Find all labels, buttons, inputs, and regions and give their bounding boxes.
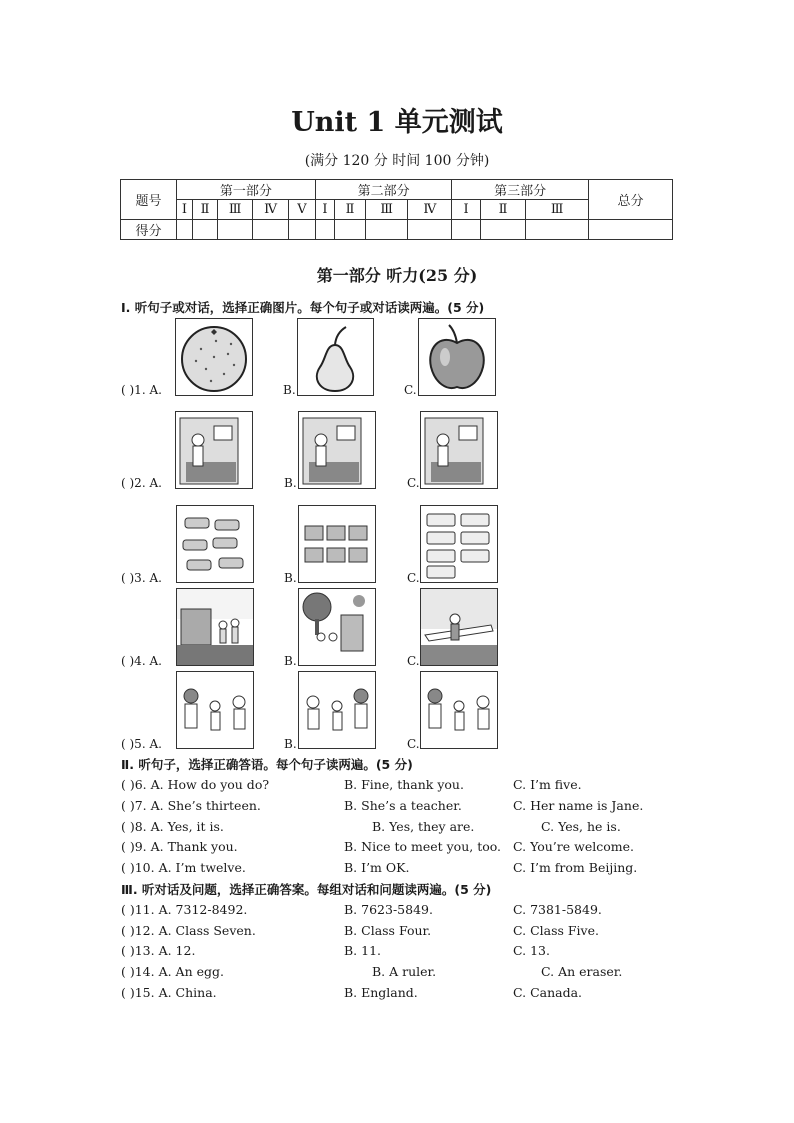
q13-option-b: B. 11. [344, 943, 382, 958]
score-cell [218, 220, 253, 240]
score-col: Ⅱ [480, 200, 526, 220]
q1-label: ( )1. A. [121, 383, 162, 397]
question-row [121, 839, 681, 857]
score-cell [177, 220, 193, 240]
score-cell [526, 220, 589, 240]
q3-label: ( )3. A. [121, 571, 162, 585]
score-table-part2: 第二部分 [315, 180, 452, 200]
score-cell [289, 220, 316, 240]
score-table-tihao: 题号 [121, 180, 177, 220]
introduction-c-picture[interactable] [420, 671, 498, 749]
q9-option-b: B. Nice to meet you, too. [344, 839, 502, 854]
score-col: Ⅲ [526, 200, 589, 220]
q6-option-a: ( )6. A. How do you do? [121, 777, 270, 792]
q13-option-c: C. 13. [513, 943, 550, 958]
q8-option-a: ( )8. A. Yes, it is. [121, 819, 224, 834]
orange-picture[interactable] [175, 318, 253, 396]
q2-c-label: C. [407, 476, 420, 490]
score-cell [589, 220, 673, 240]
question-row [121, 798, 681, 816]
score-cell [365, 220, 407, 240]
q6-option-b: B. Fine, thank you. [344, 777, 464, 792]
q8-option-c: C. Yes, he is. [541, 819, 621, 834]
q3-c-label: C. [407, 571, 420, 585]
q13-option-a: ( )13. A. 12. [121, 943, 196, 958]
q10-option-b: B. I’m OK. [344, 860, 410, 875]
score-cell [452, 220, 480, 240]
q7-option-c: C. Her name is Jane. [513, 798, 644, 813]
part-one-title: 第一部分 听力(25 分) [316, 266, 478, 285]
score-cell [335, 220, 366, 240]
classroom-seven-picture[interactable] [175, 411, 253, 489]
score-col: Ⅱ [192, 200, 217, 220]
question-row [121, 819, 681, 837]
q1-c-label: C. [404, 383, 417, 397]
score-cell [315, 220, 334, 240]
page-subtitle: (满分 120 分 时间 100 分钟) [304, 153, 490, 169]
q10-option-c: C. I’m from Beijing. [513, 860, 638, 875]
q1-b-label: B. [283, 383, 296, 397]
score-col: Ⅱ [335, 200, 366, 220]
pear-picture[interactable] [297, 318, 374, 396]
question-row [121, 902, 681, 920]
introduction-a-picture[interactable] [176, 671, 254, 749]
cars-picture[interactable] [176, 505, 254, 583]
q8-option-b: B. Yes, they are. [372, 819, 475, 834]
apple-picture[interactable] [418, 318, 496, 396]
park-meeting-picture[interactable] [298, 588, 376, 666]
airport-meeting-picture[interactable] [420, 588, 498, 666]
question-row [121, 923, 681, 941]
section-1-heading: Ⅰ. 听句子或对话，选择正确图片。每个句子或对话读两遍。(5 分) [121, 300, 485, 315]
q11-option-a: ( )11. A. 7312-8492. [121, 902, 248, 917]
score-col: Ⅲ [365, 200, 407, 220]
score-cell [192, 220, 217, 240]
score-table-defen: 得分 [121, 220, 177, 240]
street-meeting-picture[interactable] [176, 588, 254, 666]
q11-option-b: B. 7623-5849. [344, 902, 433, 917]
q3-b-label: B. [284, 571, 297, 585]
page-title: Unit 1 单元测试 [291, 107, 503, 138]
q14-option-a: ( )14. A. An egg. [121, 964, 224, 979]
q12-option-b: B. Class Four. [344, 923, 432, 938]
question-row [121, 985, 681, 1003]
score-col: Ⅳ [253, 200, 289, 220]
q6-option-c: C. I’m five. [513, 777, 582, 792]
score-table [120, 179, 673, 240]
q14-option-c: C. An eraser. [541, 964, 623, 979]
question-row [121, 860, 681, 878]
section-3-heading: Ⅲ. 听对话及问题，选择正确答案。每组对话和问题读两遍。(5 分) [121, 882, 492, 897]
q4-label: ( )4. A. [121, 654, 162, 668]
q5-label: ( )5. A. [121, 737, 162, 751]
score-table-total: 总分 [589, 180, 673, 220]
q9-option-a: ( )9. A. Thank you. [121, 839, 238, 854]
score-table-part3: 第三部分 [452, 180, 589, 200]
question-row [121, 964, 681, 982]
introduction-b-picture[interactable] [298, 671, 376, 749]
q11-option-c: C. 7381-5849. [513, 902, 602, 917]
q5-b-label: B. [284, 737, 297, 751]
q15-option-c: C. Canada. [513, 985, 583, 1000]
section-2-heading: Ⅱ. 听句子，选择正确答语。每个句子读两遍。(5 分) [121, 757, 413, 772]
q12-option-c: C. Class Five. [513, 923, 599, 938]
q4-c-label: C. [407, 654, 420, 668]
score-col: Ⅰ [315, 200, 334, 220]
buses-picture[interactable] [420, 505, 498, 583]
q7-option-a: ( )7. A. She’s thirteen. [121, 798, 261, 813]
question-row [121, 777, 681, 795]
q2-label: ( )2. A. [121, 476, 162, 490]
score-cell [253, 220, 289, 240]
score-cell [408, 220, 452, 240]
q14-option-b: B. A ruler. [372, 964, 437, 979]
score-col: Ⅰ [177, 200, 193, 220]
classroom-eight-picture[interactable] [298, 411, 376, 489]
score-cell [480, 220, 526, 240]
q2-b-label: B. [284, 476, 297, 490]
q15-option-b: B. England. [344, 985, 418, 1000]
score-table-part1: 第一部分 [177, 180, 316, 200]
question-row [121, 943, 681, 961]
q4-b-label: B. [284, 654, 297, 668]
q15-option-a: ( )15. A. China. [121, 985, 217, 1000]
q7-option-b: B. She’s a teacher. [344, 798, 462, 813]
q12-option-a: ( )12. A. Class Seven. [121, 923, 256, 938]
score-col: Ⅳ [408, 200, 452, 220]
books-picture[interactable] [298, 505, 376, 583]
q10-option-a: ( )10. A. I’m twelve. [121, 860, 246, 875]
score-col: Ⅰ [452, 200, 480, 220]
q5-c-label: C. [407, 737, 420, 751]
q9-option-c: C. You’re welcome. [513, 839, 634, 854]
score-col: Ⅲ [218, 200, 253, 220]
score-col: Ⅴ [289, 200, 316, 220]
classroom-nine-picture[interactable] [420, 411, 498, 489]
